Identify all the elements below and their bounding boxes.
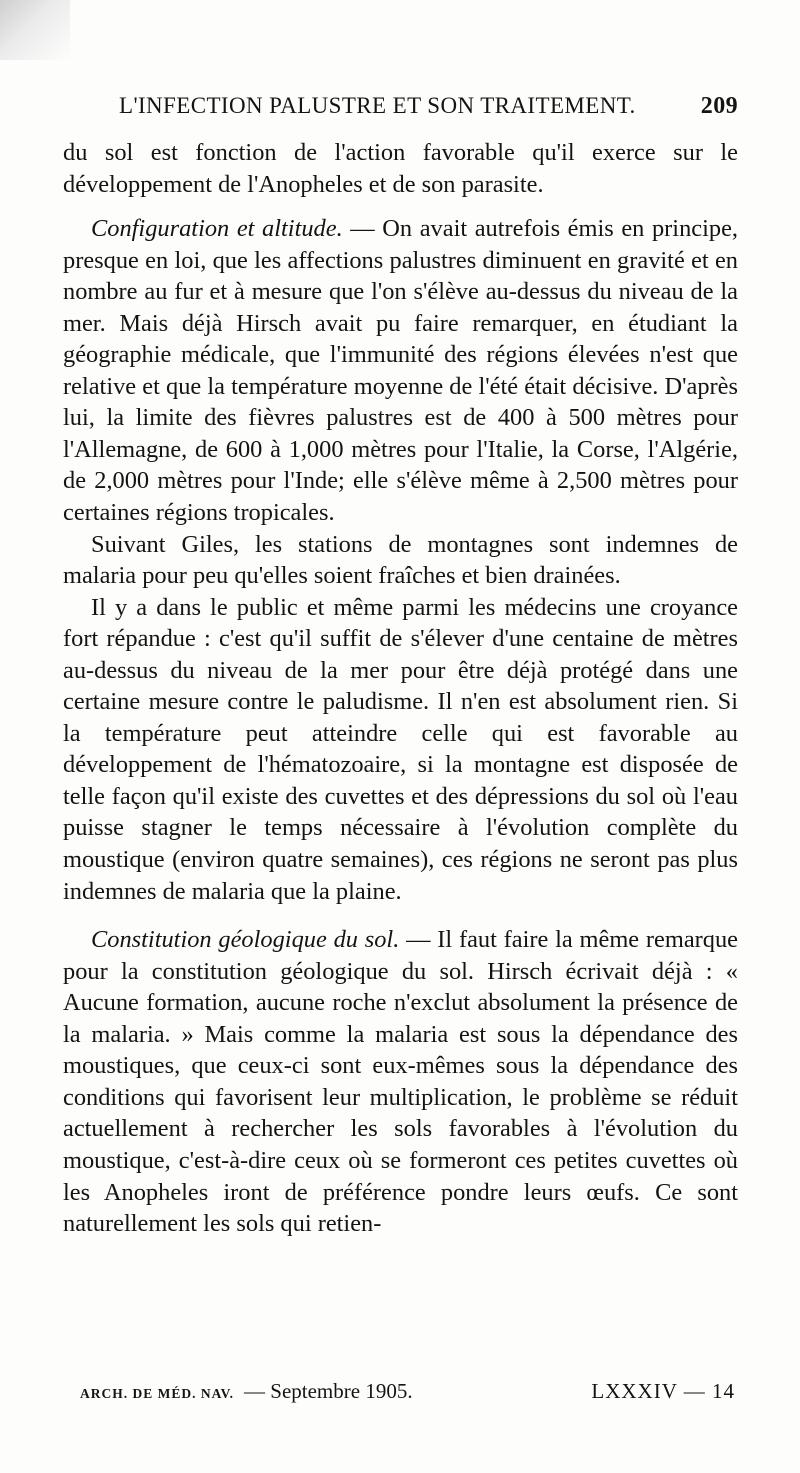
section-lead-configuration-altitude: Configuration et altitude.	[91, 215, 343, 243]
page-footer	[80, 1379, 735, 1404]
paragraph-text: Suivant Giles, les stations de montagnes sont indemnes de malaria pour peu qu'elles soient fraîches et bien drainées.	[63, 530, 738, 590]
issue-date: — Septembre 1905.	[244, 1379, 413, 1403]
journal-abbreviation: ARCH. DE MÉD. NAV.	[80, 1386, 235, 1401]
running-header	[63, 93, 738, 127]
paragraph-text: Il y a dans le public et même parmi les médecins une croyance fort répandue : c'est qu'il suffit de s'élever d'une centaine de mètres au-dessus du niveau de la mer pour être déjà protégé dans une certaine mesure contre le paludisme. Il n'en est absolument rien. Si la température peut atteindre celle qui est favorable au développement de l'hématozoaire, si la montagne est disposée de telle façon qu'il existe des cuvettes et des dépressions du sol où l'eau puisse stagner le temps nécessaire à l'évolution complète du moustique (environ quatre semaines), ces régions ne seront pas plus indemnes de malaria que la plaine.	[63, 593, 738, 905]
paragraph-giles	[63, 529, 738, 592]
paragraph-text: du sol est fonction de l'action favorable qu'il exerce sur le développement de l'Anopheles et de son parasite.	[63, 139, 738, 198]
running-title: L'INFECTION PALUSTRE ET SON TRAITEMENT.	[119, 93, 636, 118]
paragraph-text: — Il faut faire la même remarque pour la constitution géologique du sol. Hirsch écrivait déjà : « Aucune formation, aucune roche n'exclut absolument la présence de la malaria. » Mais comme la malaria est sous la dépendance des moustiques, que ceux-ci sont eux-mêmes sous la dépendance des conditions qui favorisent leur multiplication, le problème se réduit actuellement à rechercher les sols favorables à l'évolution du moustique, c'est-à-dire ceux où se formeront ces petites cuvettes où les Anopheles iront de préférence pondre leurs œufs. Ce sont naturellement les sols qui retien-	[63, 926, 738, 1238]
page-number: 209	[700, 93, 738, 119]
section-lead-constitution-geologique: Constitution géologique du sol.	[91, 926, 400, 954]
paragraph-text: — On avait autrefois émis en principe, presque en loi, que les affections palustres diminuent en gravité et en nombre au fur et à mesure que l'on s'élève au-dessus du niveau de la mer. Mais déjà Hirsch avait pu faire remarquer, en étudiant la géographie médicale, que l'immunité des régions élevées n'est que relative et que la température moyenne de l'été était décisive. D'après lui, la limite des fièvres palustres est de 400 à 500 mètres pour l'Allemagne, de 600 à 1,000 mètres pour l'Italie, la Corse, l'Algérie, de 2,000 mètres pour l'Inde; elle s'élève même à 2,500 mètres pour certaines régions tropicales.	[63, 215, 738, 527]
paragraph-continuation	[63, 137, 738, 200]
document-page	[63, 93, 738, 1240]
scan-edge-shadow	[0, 0, 70, 60]
paragraph-croyance	[63, 592, 738, 907]
paragraph-configuration-altitude	[63, 213, 738, 528]
body-text	[63, 137, 738, 1240]
paragraph-constitution-geologique	[63, 924, 738, 1239]
volume-signature: LXXXIV — 14	[591, 1379, 735, 1403]
